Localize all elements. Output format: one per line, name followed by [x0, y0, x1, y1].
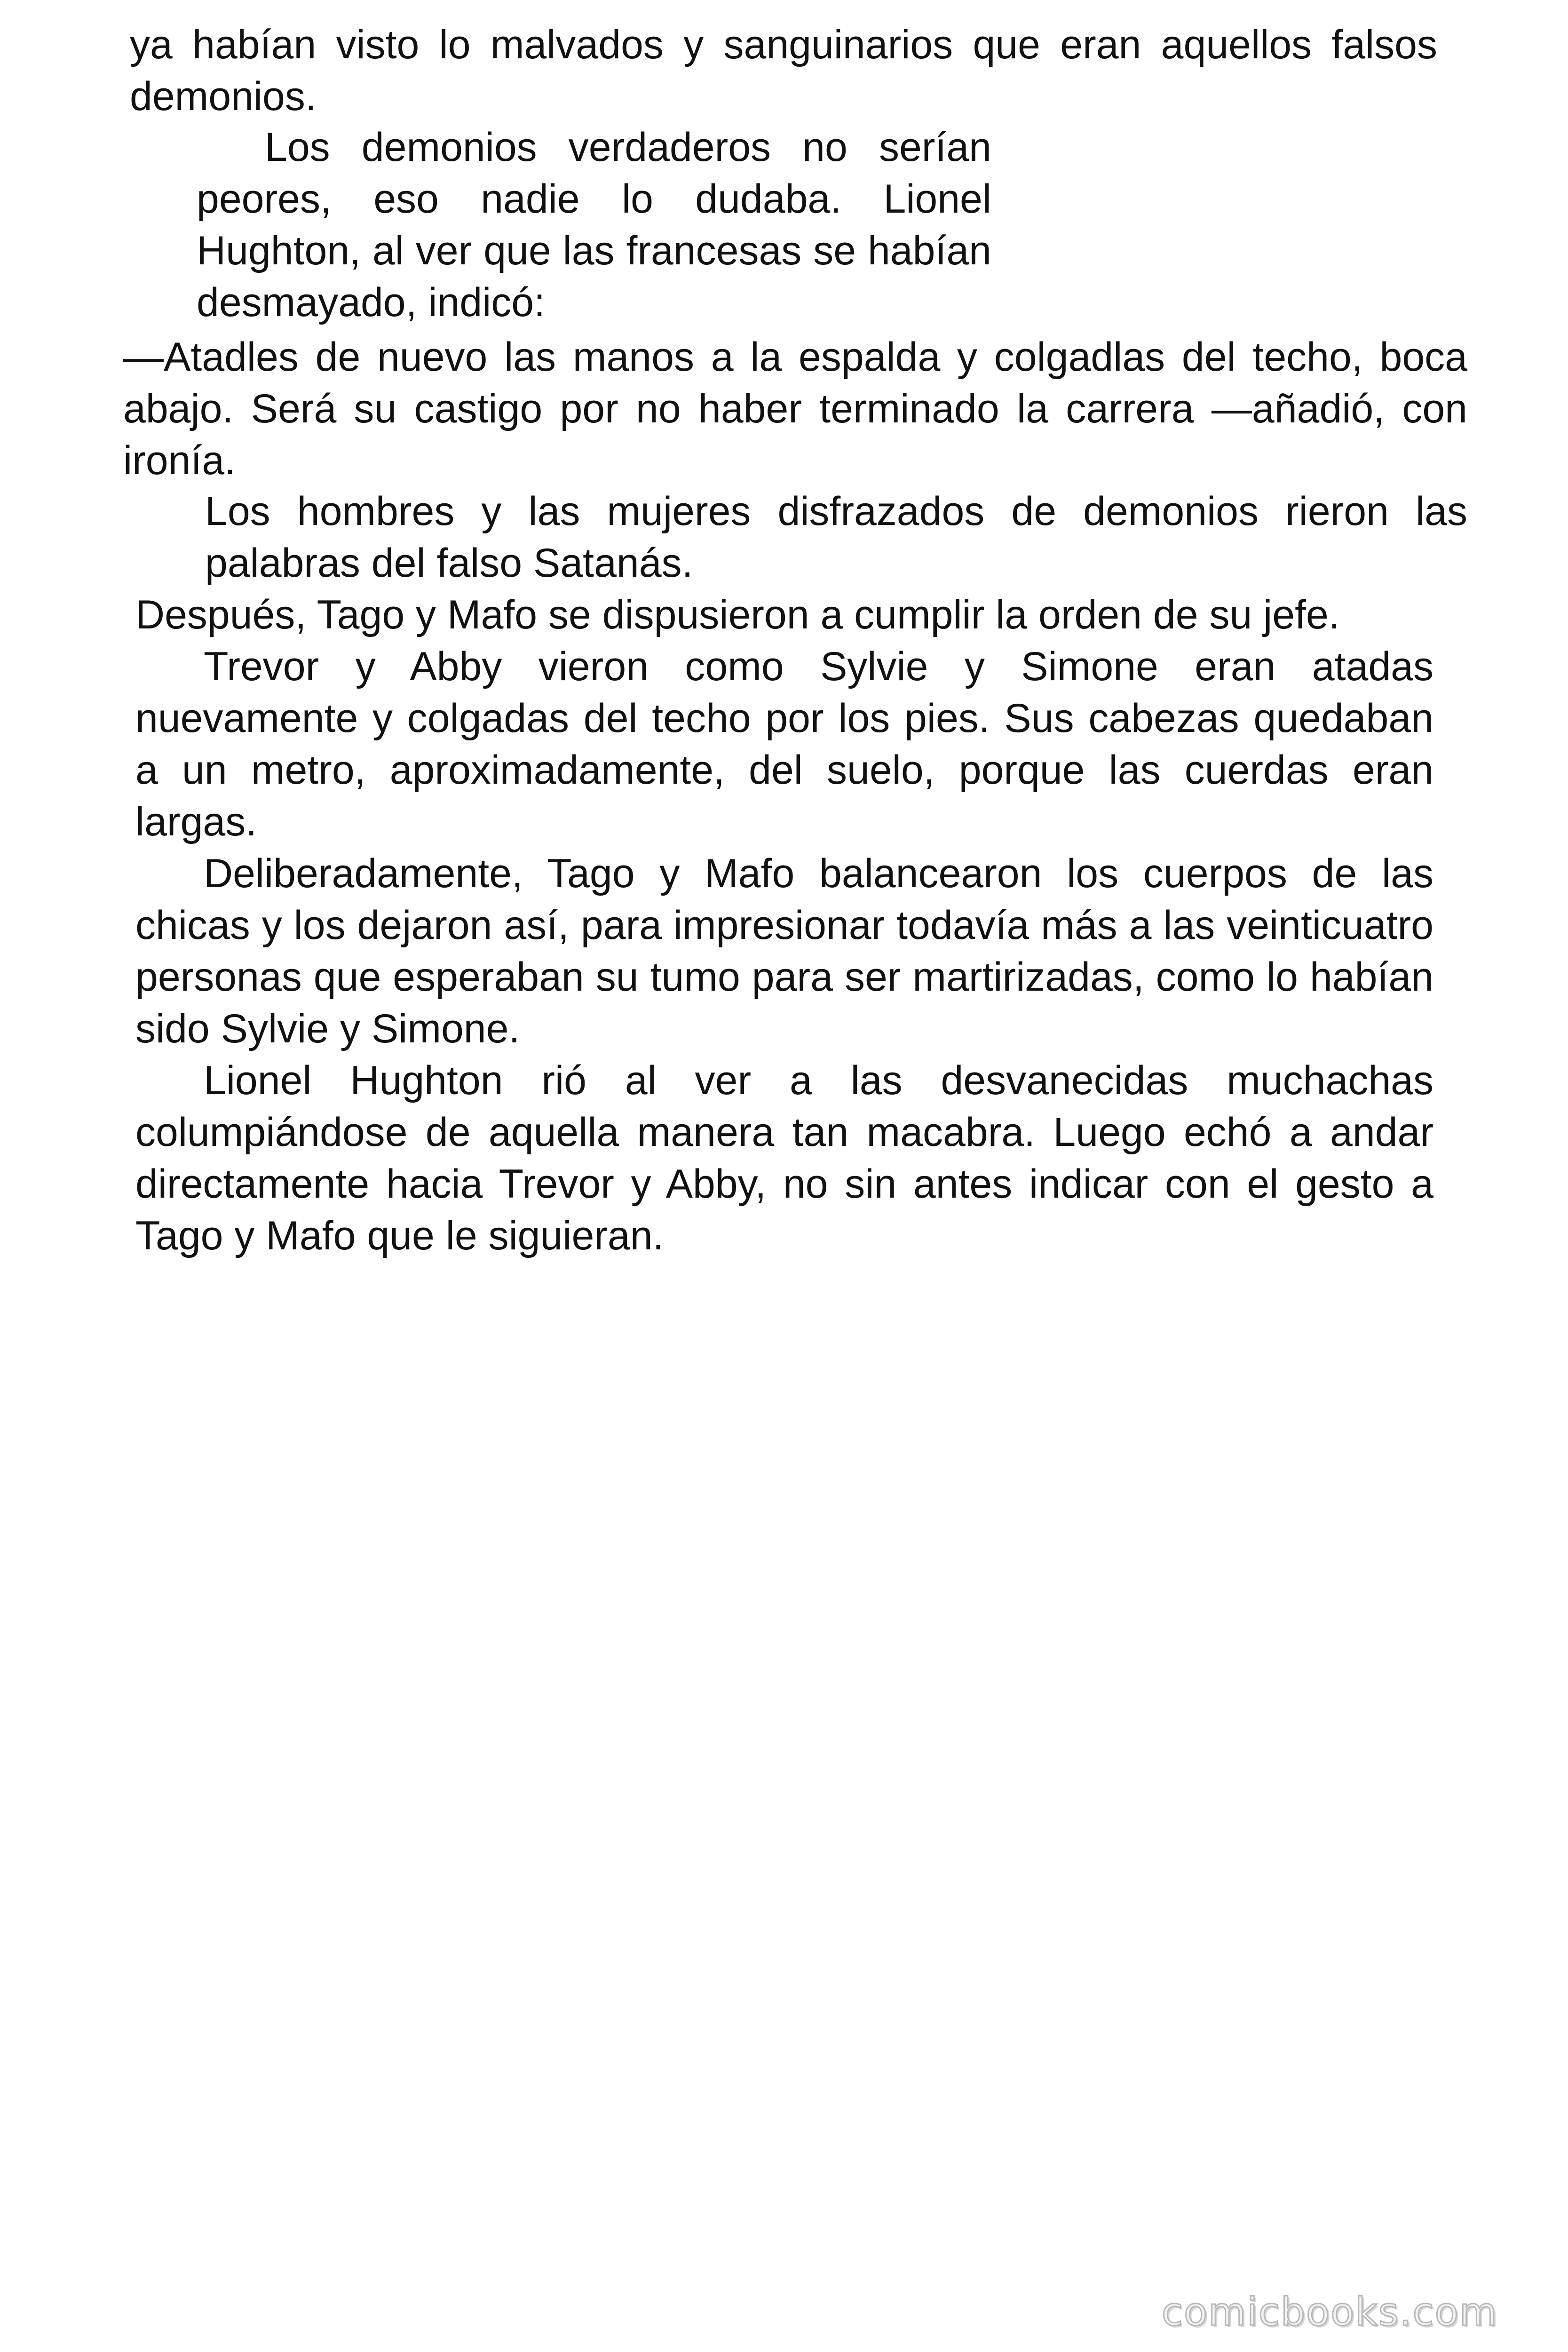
paragraph: Trevor y Abby vieron como Sylvie y Simone eran atadas nuevamente y colgadas del techo por los pies. Sus cabezas quedaban a un metro, aproximadamente, del suelo, porque las cuerdas eran largas. — [135, 644, 1433, 844]
dialogue-paragraph: —Atadles de nuevo las manos a la espalda y colgadlas del techo, boca abajo. Será su castigo por no haber terminado la carrera —añadió, con ironía. — [123, 334, 1467, 483]
paragraph: Los hombres y las mujeres disfrazados de demonios rieron las palabras del falso Satanás. — [205, 489, 1467, 586]
paragraph: Deliberadamente, Tago y Mafo balancearon los cuerpos de las chicas y los dejaron así, para impresionar todavía más a las veinticuatro personas que esperaban su tumo para ser martirizadas, como lo habían sido Sylvie y Simone. — [135, 851, 1433, 1051]
paragraph: Los demonios verdaderos no serían peores, eso nadie lo dudaba. Lionel Hughton, al ver que las francesas se habían desmayado, indicó: — [197, 125, 991, 325]
paragraph: Después, Tago y Mafo se dispusieron a cumplir la orden de su jefe. — [135, 592, 1340, 637]
watermark: comicbooks.com — [1162, 2290, 1498, 2335]
paragraph: ya habían visto lo malvados y sanguinarios que eran aquellos falsos demonios. — [130, 22, 1437, 119]
paragraph: Lionel Hughton rió al ver a las desvanecidas muchachas columpiándose de aquella manera tan macabra. Luego echó a andar directamente hacia Trevor y Abby, no sin antes indicar con el gesto a Tago y Mafo que le siguieran. — [135, 1058, 1433, 1258]
